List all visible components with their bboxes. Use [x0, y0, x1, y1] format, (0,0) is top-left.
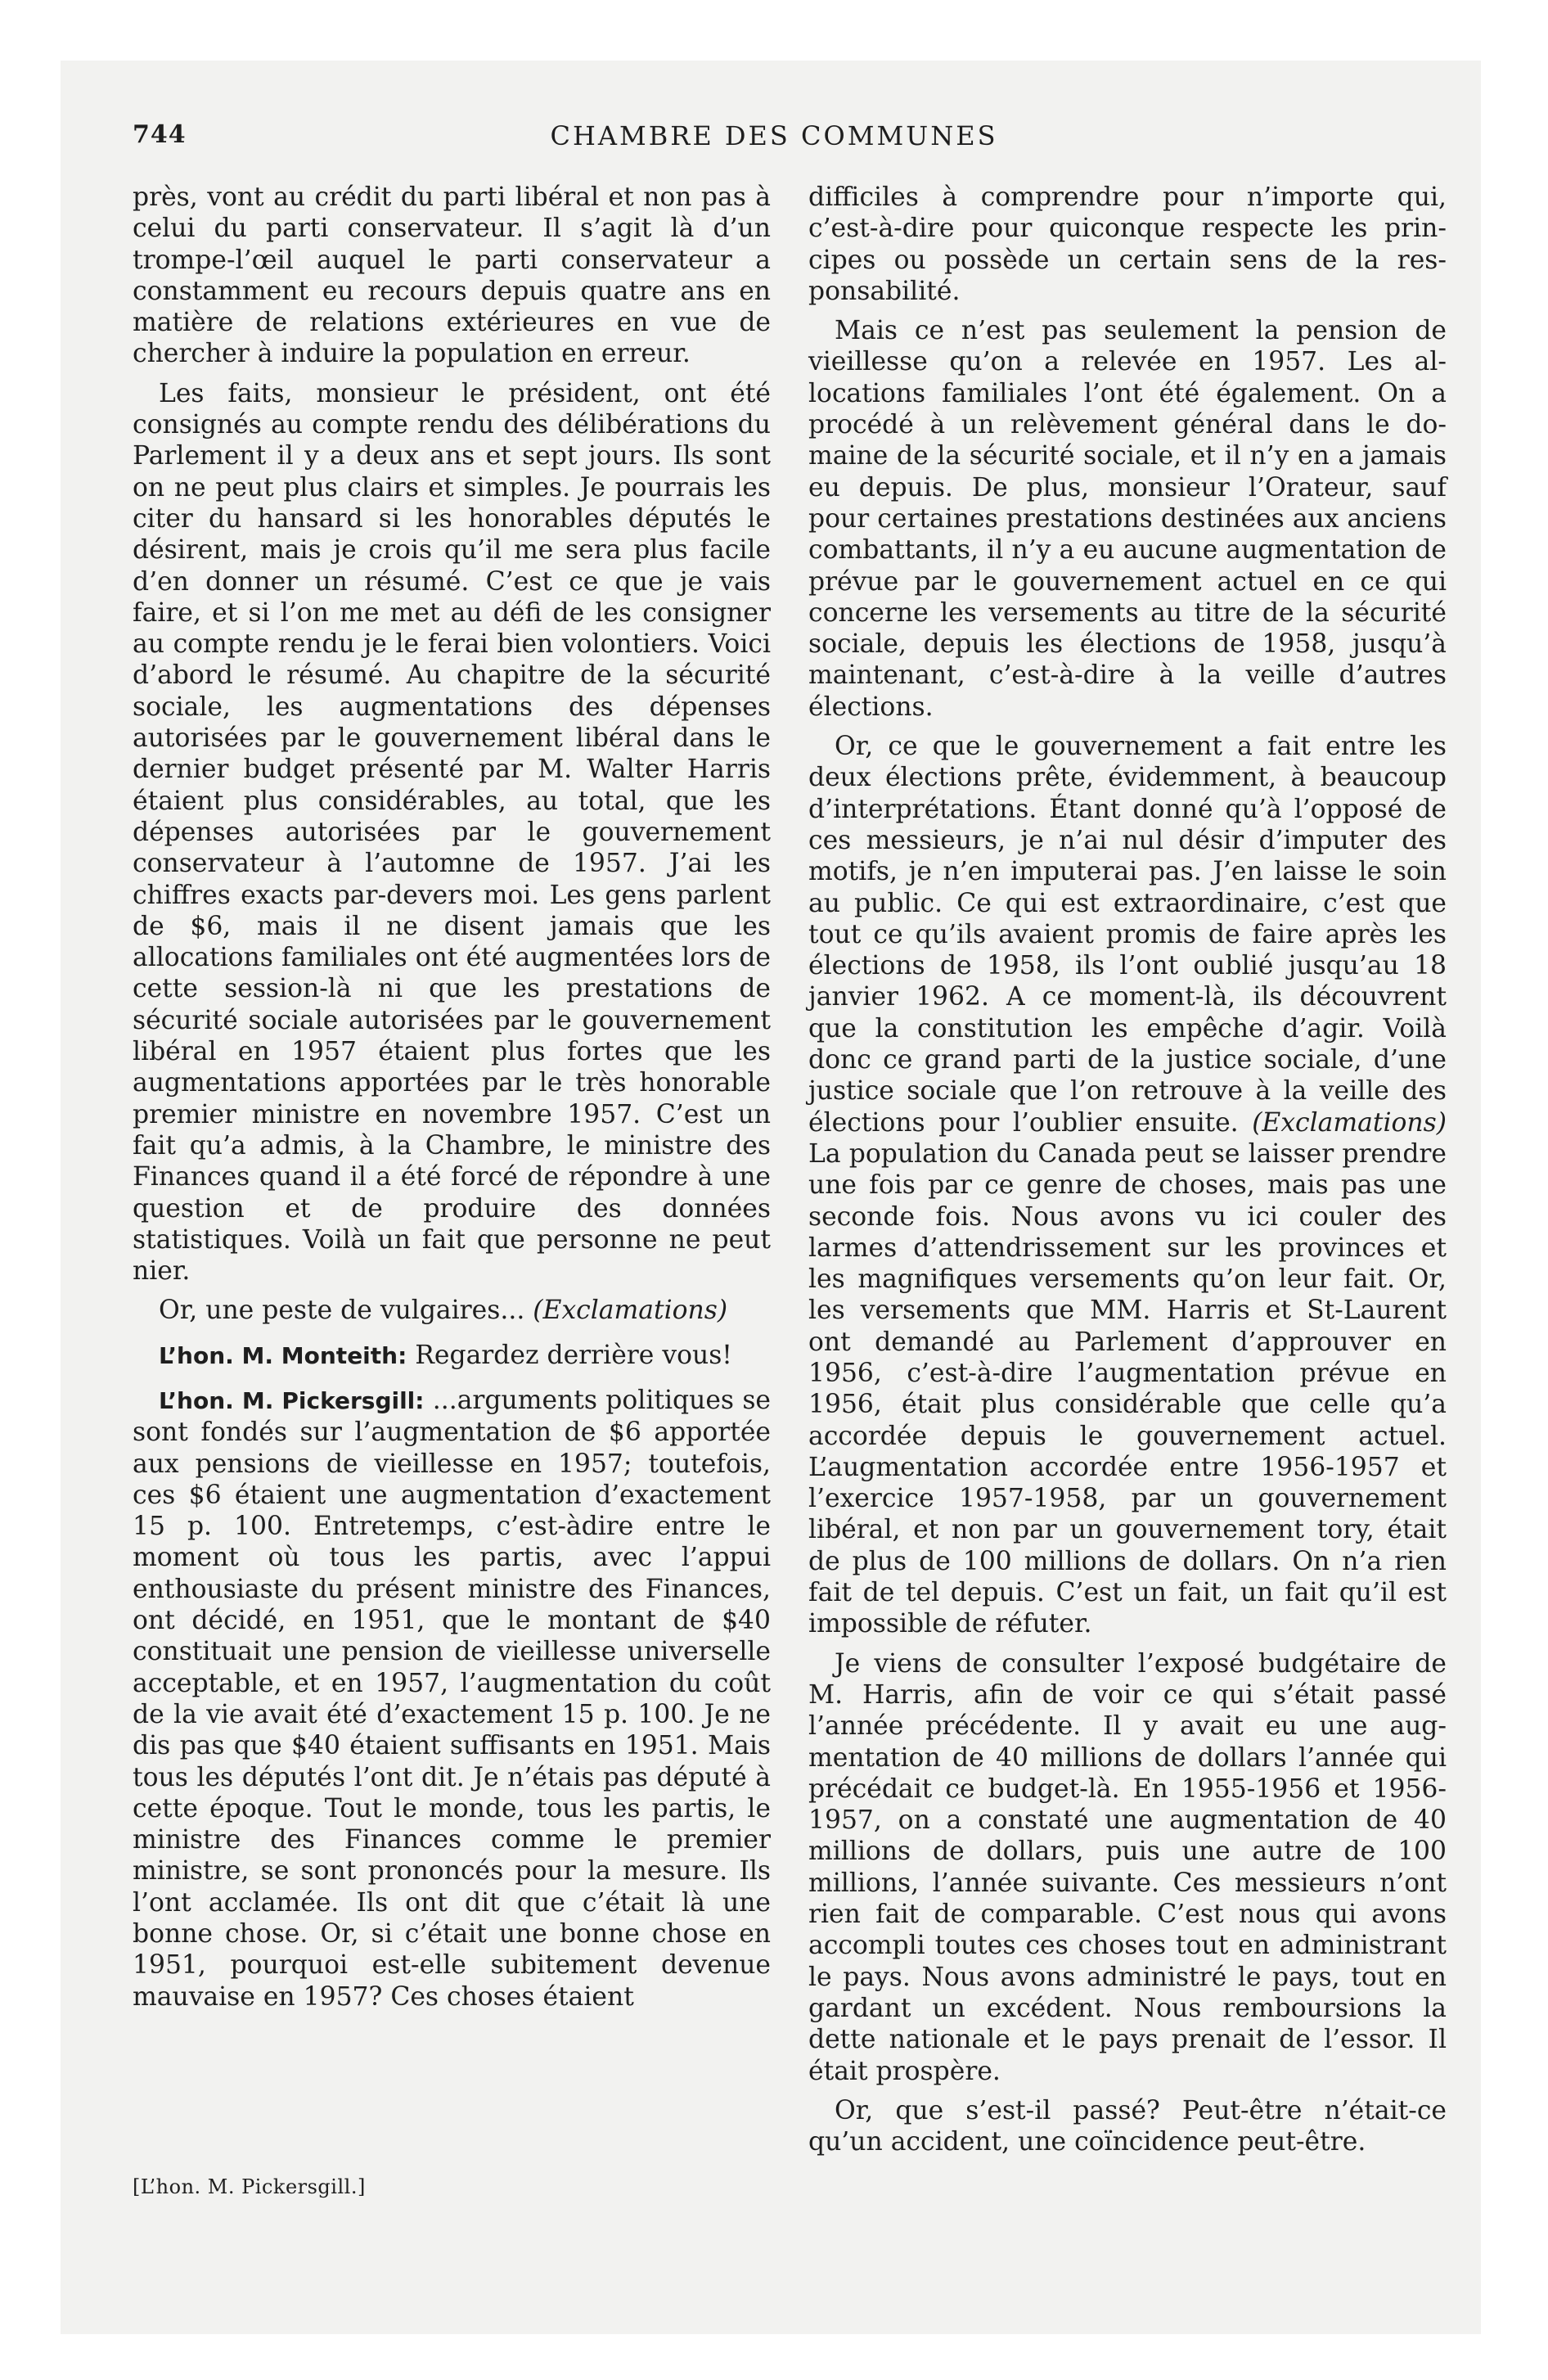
exclamations-note: (Exclamations): [533, 1296, 728, 1326]
exclamations-note: (Exclamations): [1252, 1107, 1447, 1138]
speech: [133, 1385, 771, 2013]
speech: [133, 1340, 771, 1372]
paragraph: Les faits, monsieur le président, ont été consignés au compte rendu des délibérations du Parlement il y a deux ans et sept jours. Ils sont on ne peut plus clairs et simples. Je pourrais les citer du hansard si les honorables députés le désirent, mais je crois qu’il me sera plus facile d’en donner un résumé. C’est ce que je vais faire, et si l’on me met au défi de les consigner au compte rendu je le ferai bien volontiers. Voici d’abord le résumé. Au chapitre de la sécurité sociale, les augmentations des dépenses autorisées par le gouvernement libéral dans le dernier budget présenté par M. Walter Harris étaient plus considérables, au total, que les dépenses autorisées par le gouvernement conservateur à l’automne de 1957. J’ai les chiffres exacts par-devers moi. Les gens parlent de $6, mais il ne disent jamais que les allocations familiales ont été augmentées lors de cette session-là ni que les prestations de sécurité sociale autorisées par le gouvernement libéral en 1957 étaient plus fortes que les augmentations apportées par le très honorable premier ministre en novembre 1957. C’est un fait qu’a admis, à la Chambre, le ministre des Finances quand il a été forcé de répondre à une question et de produire des données statistiques. Voilà un fait que personne ne peut nier.: [133, 378, 771, 1287]
speech-text: Regardez derrière vous!: [407, 1340, 732, 1370]
paragraph: [808, 731, 1447, 1640]
paragraph: [133, 1295, 771, 1326]
speaker-name: L’hon. M. Monteith:: [159, 1341, 407, 1369]
paragraph: Or, que s’est-il passé? Peut-être n’était-ce qu’un accident, une coïncidence peut-être.: [808, 2095, 1447, 2157]
speaker-footer-note: [L’hon. M. Pickersgill.]: [133, 2175, 366, 2198]
paragraph: Mais ce n’est pas seulement la pension de vieillesse qu’on a relevée en 1957. Les allocations familiales l’ont été également. On a procédé à un relèvement général dans le domaine de la sécurité sociale, et il n’y en a jamais eu depuis. De plus, monsieur l’Orateur, sauf pour certaines prestations destinées aux anciens combattants, il n’y a eu aucune augmentation de prévue par le gouvernement actuel en ce qui concerne les versements au titre de la sécurité sociale, depuis les élections de 1958, jusqu’à maintenant, c’est-à-dire à la veille d’autres élections.: [808, 316, 1447, 722]
left-column: [133, 182, 771, 2013]
right-column: [808, 182, 1447, 2157]
paragraph-text: Or, ce que le gouvernement a fait entre les deux élections prête, évidemment, à beaucoup d’interprétations. Étant donné qu’à l’opposé de ces messieurs, je n’ai nul désir d’imputer des motifs, je n’en imputerai pas. J’en laisse le soin au public. Ce qui est extraordinaire, c’est que tout ce qu’ils avaient promis de faire après les élections de 1958, ils l’ont oublié jusqu’au 18 janvier 1962. A ce moment-là, ils découvrent que la constitution les empêche d’agir. Voilà donc ce grand parti de la justice sociale, d’une justice sociale que l’on retrouve à la veille des élections pour l’oublier ensuite.: [808, 732, 1447, 1138]
paragraph: difficiles à comprendre pour n’importe qui, c’est-à-dire pour quiconque respecte les principes ou possède un certain sens de la responsabilité.: [808, 183, 1447, 306]
paragraph-text: Or, une peste de vulgaires...: [159, 1296, 533, 1326]
page-header: [133, 120, 1415, 153]
page-number: 744: [133, 120, 187, 149]
running-head: CHAMBRE DES COMMUNES: [550, 120, 998, 151]
paragraph-text: La population du Canada peut se laisser prendre une fois par ce genre de choses, mais pas une seconde fois. Nous avons vu ici couler des larmes d’attendrissement sur les provinces et les magnifiques versements qu’on leur fait. Or, les versements que MM. Harris et St-Laurent ont demandé au Parlement d’approuver en 1956, c’est-à-dire l’augmentation prévue en 1956, était plus considérable que celle qu’a accordée depuis le gouvernement actuel. L’augmentation accordée entre 1956-1957 et l’exercice 1957-1958, par un gouvernement libéral, et non par un gouvernement tory, était de plus de 100 millions de dollars. On n’a rien fait de tel depuis. C’est un fait, un fait qu’il est impossible de réfuter.: [808, 1138, 1447, 1639]
speech-text: ...arguments politiques se sont fondés sur l’augmentation de $6 apportée aux pensions de vieillesse en 1957; toutefois, ces $6 étaient une augmentation d’exactement 15 p. 100. Entretemps, c’est-àdire entre le moment où tous les partis, avec l’appui enthousiaste du présent ministre des Finances, ont décidé, en 1951, que le montant de $40 constituait une pension de vieillesse universelle acceptable, et en 1957, l’augmentation du coût de la vie avait été d’exactement 15 p. 100. Je ne dis pas que $40 étaient suffisants en 1951. Mais tous les députés l’ont dit. Je n’étais pas député à cette époque. Tout le monde, tous les partis, le ministre des Finances comme le premier ministre, se sont prononcés pour la mesure. Ils l’ont acclamée. Ils ont dit que c’était là une bonne chose. Or, si c’était une bonne chose en 1951, pourquoi est-elle subitement devenue mauvaise en 1957? Ces choses étaient: [133, 1385, 772, 2012]
speaker-name: L’hon. M. Pickersgill:: [159, 1386, 425, 1414]
paragraph: Je viens de consulter l’exposé budgétaire de M. Harris, afin de voir ce qui s’était passé l’année précédente. Il y avait eu une augmentation de 40 millions de dollars l’année qui précédait ce budget-là. En 1955-1956 et 1956-1957, on a constaté une augmentation de 40 millions de dollars, puis une autre de 100 millions, l’année suivante. Ces messieurs n’ont rien fait de comparable. C’est nous qui avons accompli toutes ces choses tout en administrant le pays. Nous avons administré le pays, tout en gardant un excédent. Nous remboursions la dette nationale et le pays prenait de l’essor. Il était prospère.: [808, 1648, 1447, 2086]
paragraph: près, vont au crédit du parti libéral et non pas à celui du parti conservateur. Il s’agit là d’un trompe-l’œil auquel le parti conservateur a constamment eu recours depuis quatre ans en matière de relations extérieures en vue de chercher à induire la population en erreur.: [133, 183, 771, 369]
